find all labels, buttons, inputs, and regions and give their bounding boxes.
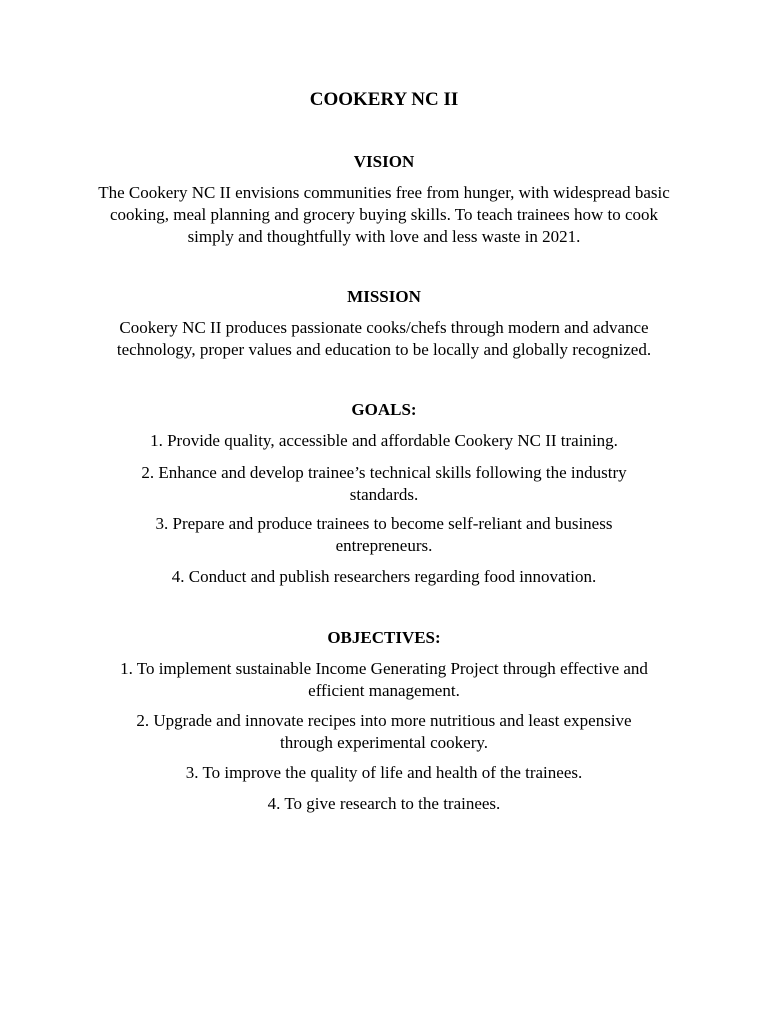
objective-item-4: 4. To give research to the trainees.: [267, 794, 501, 813]
goal-item-4: 4. Conduct and publish researchers regarding food innovation.: [171, 567, 597, 586]
objectives-heading: OBJECTIVES:: [327, 628, 441, 647]
objective-item-1: 1. To implement sustainable Income Generating Project through effective and efficient management.: [120, 659, 648, 700]
vision-heading: VISION: [353, 152, 415, 171]
objective-item-3: 3. To improve the quality of life and health of the trainees.: [185, 763, 583, 782]
mission-heading: MISSION: [347, 287, 421, 306]
vision-text: The Cookery NC II envisions communities free from hunger, with widespread basic cooking, meal planning and grocery buying skills. To teach trainees how to cook simply and thoughtfully with love and less waste in 2021.: [98, 183, 670, 246]
goals-heading: GOALS:: [351, 400, 417, 419]
objective-item-2: 2. Upgrade and innovate recipes into more nutritious and least expensive through experimental cookery.: [136, 711, 632, 752]
goal-item-2: 2. Enhance and develop trainee’s technical skills following the industry standards.: [141, 463, 627, 504]
mission-text: Cookery NC II produces passionate cooks/chefs through modern and advance technology, proper values and education to be locally and globally recognized.: [116, 318, 652, 359]
goal-item-3: 3. Prepare and produce trainees to become self-reliant and business entrepreneurs.: [155, 514, 613, 555]
document-title: COOKERY NC II: [309, 89, 459, 110]
document-page: [96, 0, 672, 1024]
goal-item-1: 1. Provide quality, accessible and affordable Cookery NC II training.: [150, 431, 618, 450]
